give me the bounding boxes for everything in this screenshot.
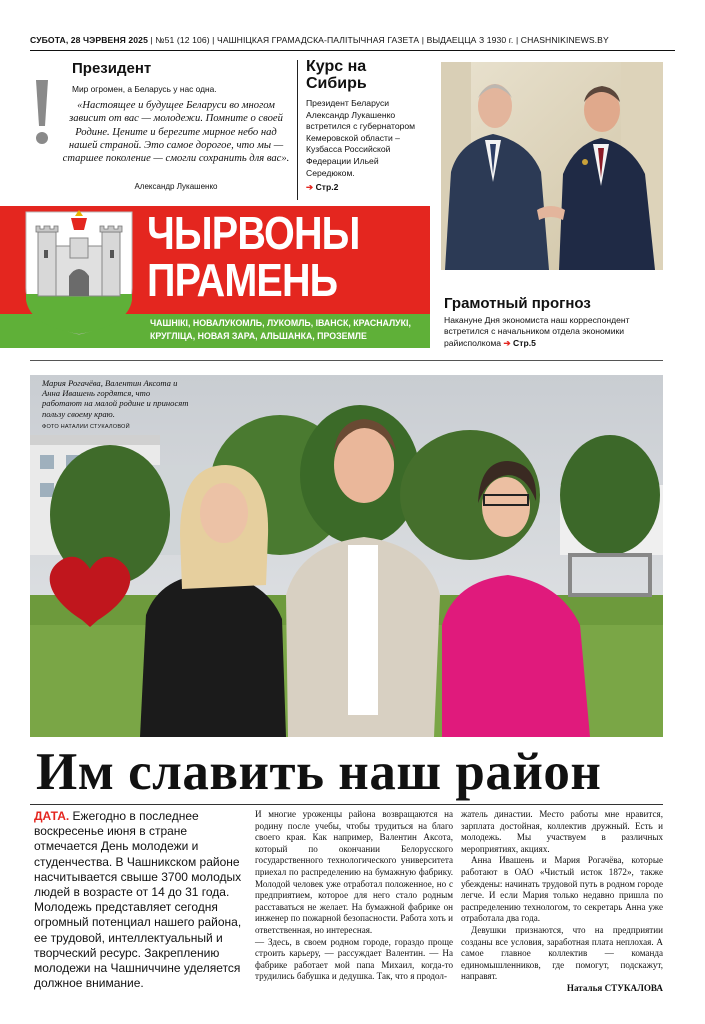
article-column-2: И многие уроженцы района возвращаются на родину после учебы, чтобы трудиться на благо своего края. Как например, Валентин Аксота, который по окончании Белорусского государственного технологического университета приехал по распределению на бумажную фабрику. Молодой человек уже отработал положенное, но с предприятием, которое для него стало родным расставаться не желает. На бумажной фабрике он инженер по пожарной безопасности. Работа хоть и ответственная, но интересная. — Здесь, в своем родном городе, гораздо проще строить карьеру, — рассуждает Валентин. — На фабрике работает мой папа Михаил, когда-то трудились бабушка и дедушка. Так, что я продол- xyxy=(255,809,453,982)
arrow-right-icon: ➔ xyxy=(503,337,511,348)
masthead xyxy=(0,206,430,346)
arrow-right-icon: ➔ xyxy=(306,182,314,192)
issue-date: СУБОТА, 28 ЧЭРВЕНЯ 2025 xyxy=(30,35,148,45)
gramotny-title: Грамотный прогноз xyxy=(444,295,591,312)
article-paragraph: Девушки признаются, что на предприятии созданы все условия, заработная плата неплохая. А самое главное коллектив — команда единомышленников, где помогут, подскажут, направят. xyxy=(461,924,663,982)
published-since: ВЫДАЕЦЦА З 1930 г. xyxy=(426,35,514,45)
section-divider xyxy=(30,360,663,361)
paper-description: ЧАШНІЦКАЯ ГРАМАДСКА-ПАЛІТЫЧНАЯ ГАЗЕТА xyxy=(217,35,420,45)
header-strip: СУБОТА, 28 ЧЭРВЕНЯ 2025 | №51 (12 106) | ЧАШНІЦКАЯ ГРАМАДСКА-ПАЛІТЫЧНАЯ ГАЗЕТА | ВЫДАЕЦЦА З 1930 г. | CHASHNIKINEWS.BY xyxy=(30,35,609,45)
gramotny-text: Накануне Дня экономиста наш корреспондент встретился с начальником отдела экономики райисполкома ➔ Стр.5 xyxy=(444,315,630,348)
photo-caption: Мария Рогачёва, Валентин Аксота и Анна Ивашень гордятся, что работают на малой родине и приносят пользу своему краю. xyxy=(42,378,189,419)
masthead-places: ЧАШНІКІ, НОВАЛУКОМЛЬ, ЛУКОМЛЬ, ІВАНСК, КРАСНАЛУКІ, КРУГЛІЦА, НОВАЯ ЗАРА, АЛЬШАНКА, ПРОЗЕМЛЕ xyxy=(150,318,411,341)
issue-number: №51 (12 106) xyxy=(155,35,210,45)
meeting-photo xyxy=(441,62,663,270)
coat-of-arms-icon xyxy=(24,210,134,336)
article-kicker: ДАТА. xyxy=(34,809,70,823)
article-headline: Им славить наш район xyxy=(36,743,602,801)
president-quote: «Настоящее и будущее Беларуси во многом зависит от вас — молодежи. Помните о своей Родине. Цените и берегите мирное небо над нашей страной. Это самое дорогое, что мы — старшее поколение — смогли сохранить для вас». xyxy=(62,100,290,165)
president-intro: Мир огромен, а Беларусь у нас одна. xyxy=(72,84,217,94)
gramotny-page-link[interactable]: ➔ Стр.5 xyxy=(503,337,536,348)
kurs-text: Президент Беларуси Александр Лукашенко встретился с губернатором Кемеровской области – Кузбасса Российской Федерации Ильей Середюком. xyxy=(306,98,416,178)
kurs-page-link[interactable]: ➔ Стр.2 xyxy=(306,182,339,192)
article-paragraph: Анна Ивашень и Мария Рогачёва, которые работают в ОАО «Чистый исток 1872», также убеждены: начинать трудовой путь в родном городе легче. И если Мария только недавно пришла по распределению технологом, то секретарь Анна уже отработала два года. xyxy=(461,855,663,924)
article-column-3 xyxy=(461,809,663,995)
header-divider xyxy=(30,50,675,51)
article-lead: ДАТА. Ежегодно в последнее воскресенье июня в стране отмечается День молодежи и студенчества. В Чашникском районе насчитывается свыше 3700 молодых людей в возрасте от 14 до 31 года. Молодежь представляет сегодня огромный потенциал нашего района, ее трудовой, интеллектуальный и творческий ресурс. Закреплению молодежи на Чашниччине уделяется должное внимание. xyxy=(34,809,242,991)
article-signature: Наталья СТУКАЛОВА xyxy=(566,982,663,993)
site-link[interactable]: CHASHNIKINEWS.BY xyxy=(520,35,609,45)
kurs-title: Курс на Сибирь xyxy=(306,58,367,92)
photo-credit: ФОТО НАТАЛИИ СТУКАЛОВОЙ xyxy=(42,424,130,430)
exclamation-icon xyxy=(34,78,50,148)
headline-divider xyxy=(30,804,663,805)
president-title: Президент xyxy=(72,60,152,77)
president-quote-author: Александр Лукашенко xyxy=(134,182,218,191)
masthead-title: ЧЫРВОНЫ ПРАМЕНЬ xyxy=(147,207,360,306)
article-paragraph: жатель династии. Место работы мне нравится, зарплата достойная, коллектив дружный. Есть и молодежь. Мы участвуем в различных мероприятиях, акциях. xyxy=(461,809,663,854)
column-divider xyxy=(297,60,298,200)
